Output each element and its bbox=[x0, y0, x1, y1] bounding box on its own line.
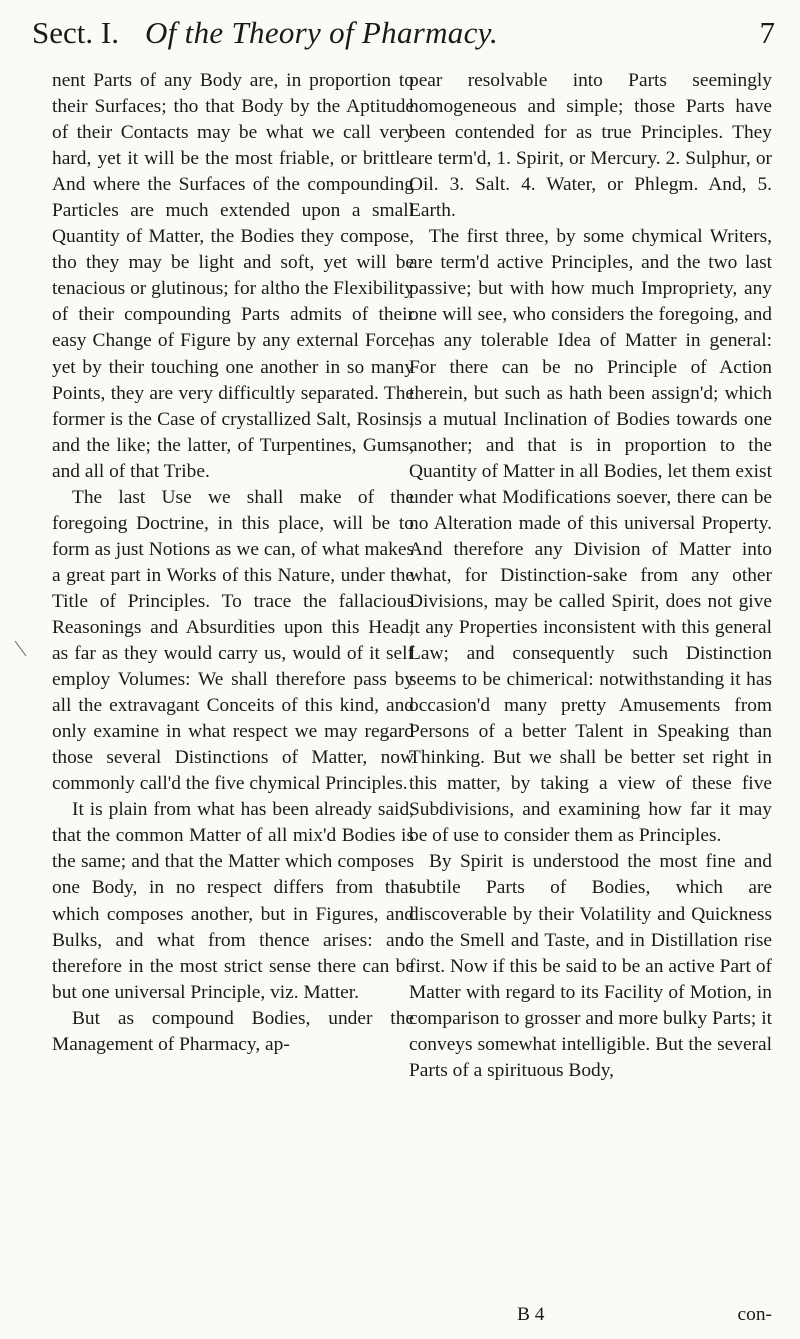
right-column bbox=[409, 68, 772, 1084]
catchword: con- bbox=[737, 1304, 772, 1325]
paragraph: nent Parts of any Body are, in proportion to their Surfaces; tho that Body by the Aptitude of their Contacts may be what we call very hard, yet it will be the most friable, or brittle. And where the Surfaces of the compounding Particles are much extended upon a small Quantity of Matter, the Bodies they compose, tho they may be light and soft, yet will be tenacious or glutinous; for altho the Flexibility of their compounding Parts admits of their easy Change of Figure by any external Force, yet by their touching one another in so many Points, they are very difficultly separated. The former is the Case of crystallized Salt, Rosins, and the like; the latter, of Turpentines, Gums, and all of that Tribe. bbox=[52, 70, 414, 482]
margin-tick-icon bbox=[14, 640, 28, 658]
paragraph: The last Use we shall make of the foregoing Doctrine, in this place, will be to form as just Notions as we can, of what makes a great part in Works of this Nature, under the Title of Principles. To trace the fallacious Reasonings and Absurdities upon this Head, as far as they would carry us, would of it self employ Volumes: We shall therefore pass by all the extravagant Conceits of this kind, and only examine in what respect we may regard those several Distinctions of Matter, now commonly call'd the five chymical Principles. bbox=[52, 486, 414, 795]
left-column bbox=[52, 68, 414, 1058]
paragraph: But as compound Bodies, under the Management of Pharmacy, ap- bbox=[52, 1007, 414, 1055]
running-head bbox=[30, 10, 775, 56]
paragraph: pear resolvable into Parts seemingly homogeneous and simple; those Parts have been contended for as true Principles. They are term'd, 1. Spirit, or Mercury. 2. Sulphur, or Oil. 3. Salt. 4. Water, or Phlegm. And, 5. Earth. bbox=[409, 70, 772, 222]
page-number: 7 bbox=[759, 15, 775, 50]
signature-mark: B 4 bbox=[517, 1304, 545, 1325]
running-title: Of the Theory of Pharmacy. bbox=[145, 15, 499, 50]
paragraph: By Spirit is understood the most fine and subtile Parts of Bodies, which are discoverable by their Volatility and Quickness to the Smell and Taste, and in Distillation rise first. Now if this be said to be an active Part of Matter with regard to its Facility of Motion, in comparison to grosser and more bulky Parts; it conveys somewhat intelligible. But the several Parts of a spirituous Body, bbox=[409, 851, 772, 1081]
paragraph: It is plain from what has been already said, that the common Matter of all mix'd Bodies is the same; and that the Matter which composes one Body, in no respect differs from that which composes another, but in Figures, and Bulks, and what from thence arises: and therefore in the most strict sense there can be but one universal Principle, viz. Matter. bbox=[52, 799, 414, 1003]
section-number: Sect. I. bbox=[32, 15, 119, 50]
paragraph: The first three, by some chymical Writers, are term'd active Principles, and the two last passive; but with how much Impropriety, any one will see, who considers the foregoing, and has any tolerable Idea of Matter in general: For there can be no Principle of Action therein, but such as hath been assign'd; which is a mutual Inclination of Bodies towards one another; and that is in proportion to the Quantity of Matter in all Bodies, let them exist under what Modifications soever, there can be no Alteration made of this universal Property. And therefore any Division of Matter into what, for Distinction-sake from any other Divisions, may be called Spirit, does not give it any Properties inconsistent with this general Law; and consequently such Distinction seems to be chimerical: notwithstanding it has occasion'd many pretty Amusements from Persons of a better Talent in Speaking than Thinking. But we shall be better set right in this matter, by taking a view of these five Subdivisions, and examining how far it may be of use to consider them as Principles. bbox=[409, 226, 772, 847]
